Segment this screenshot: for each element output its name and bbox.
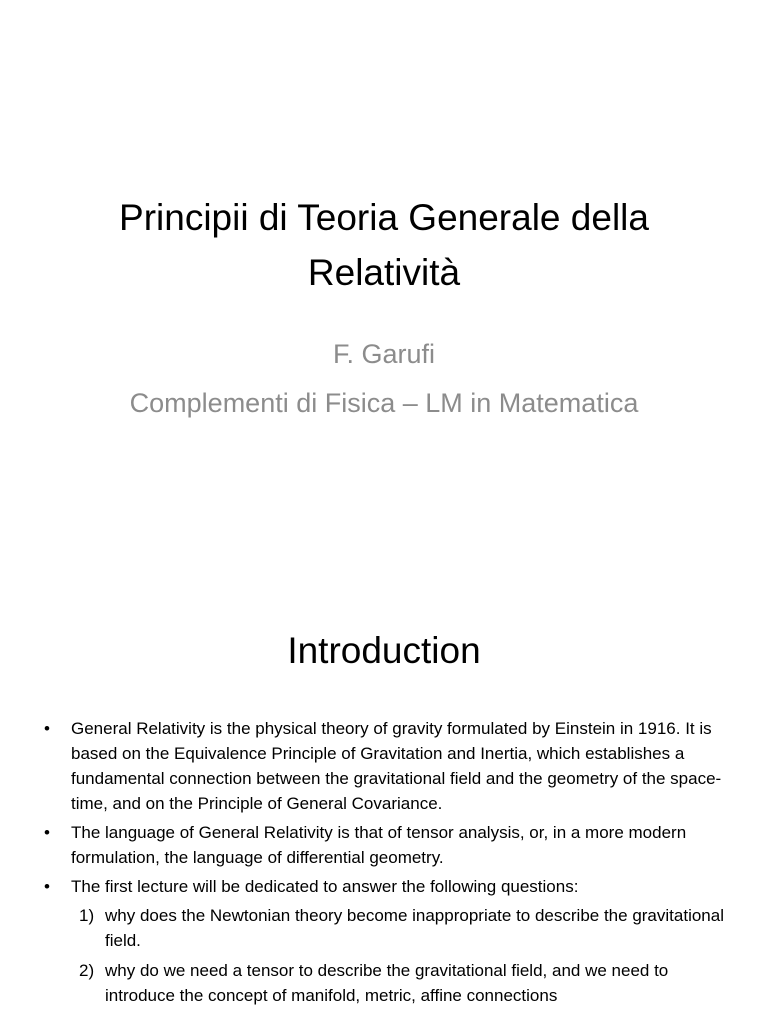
author-name: F. Garufi	[332, 339, 436, 369]
bullet-marker: •	[44, 877, 50, 896]
list-item	[44, 874, 724, 899]
list-item	[44, 820, 724, 870]
bullet-text: The language of General Relativity is that of tensor analysis, or, in a more modern formulation, the language of differential geometry.	[71, 823, 687, 867]
slide-introduction	[0, 576, 768, 1024]
item-number: 2)	[79, 961, 95, 980]
bullet-text: The first lecture will be dedicated to answer the following questions:	[71, 877, 579, 896]
numbered-list	[79, 903, 724, 1008]
course-name: Complementi di Fisica – LM in Matematica	[129, 388, 639, 418]
numbered-item	[79, 958, 724, 1008]
introduction-heading: Introduction	[287, 630, 481, 671]
slide-subtitle	[60, 336, 708, 423]
introduction-content	[44, 716, 724, 1013]
bullet-text: General Relativity is the physical theory of gravity formulated by Einstein in 1916. It is based on the Equivalence Principle of Gravitation and Inertia, which establishes a fundamental connection between the gravitational field and the geometry of the space-time, and on the Principle of General Covariance.	[71, 719, 722, 813]
numbered-item	[79, 903, 724, 953]
slide-title-heading: Principii di Teoria Generale della Relatività	[119, 197, 649, 293]
item-number: 1)	[79, 906, 95, 925]
list-item	[44, 716, 724, 816]
bullet-marker: •	[44, 719, 50, 738]
bullet-marker: •	[44, 823, 50, 842]
item-text: why does the Newtonian theory become inappropriate to describe the gravitational field.	[105, 906, 724, 950]
item-text: why do we need a tensor to describe the gravitational field, and we need to introduce the concept of manifold, metric, affine connections	[105, 961, 669, 1005]
